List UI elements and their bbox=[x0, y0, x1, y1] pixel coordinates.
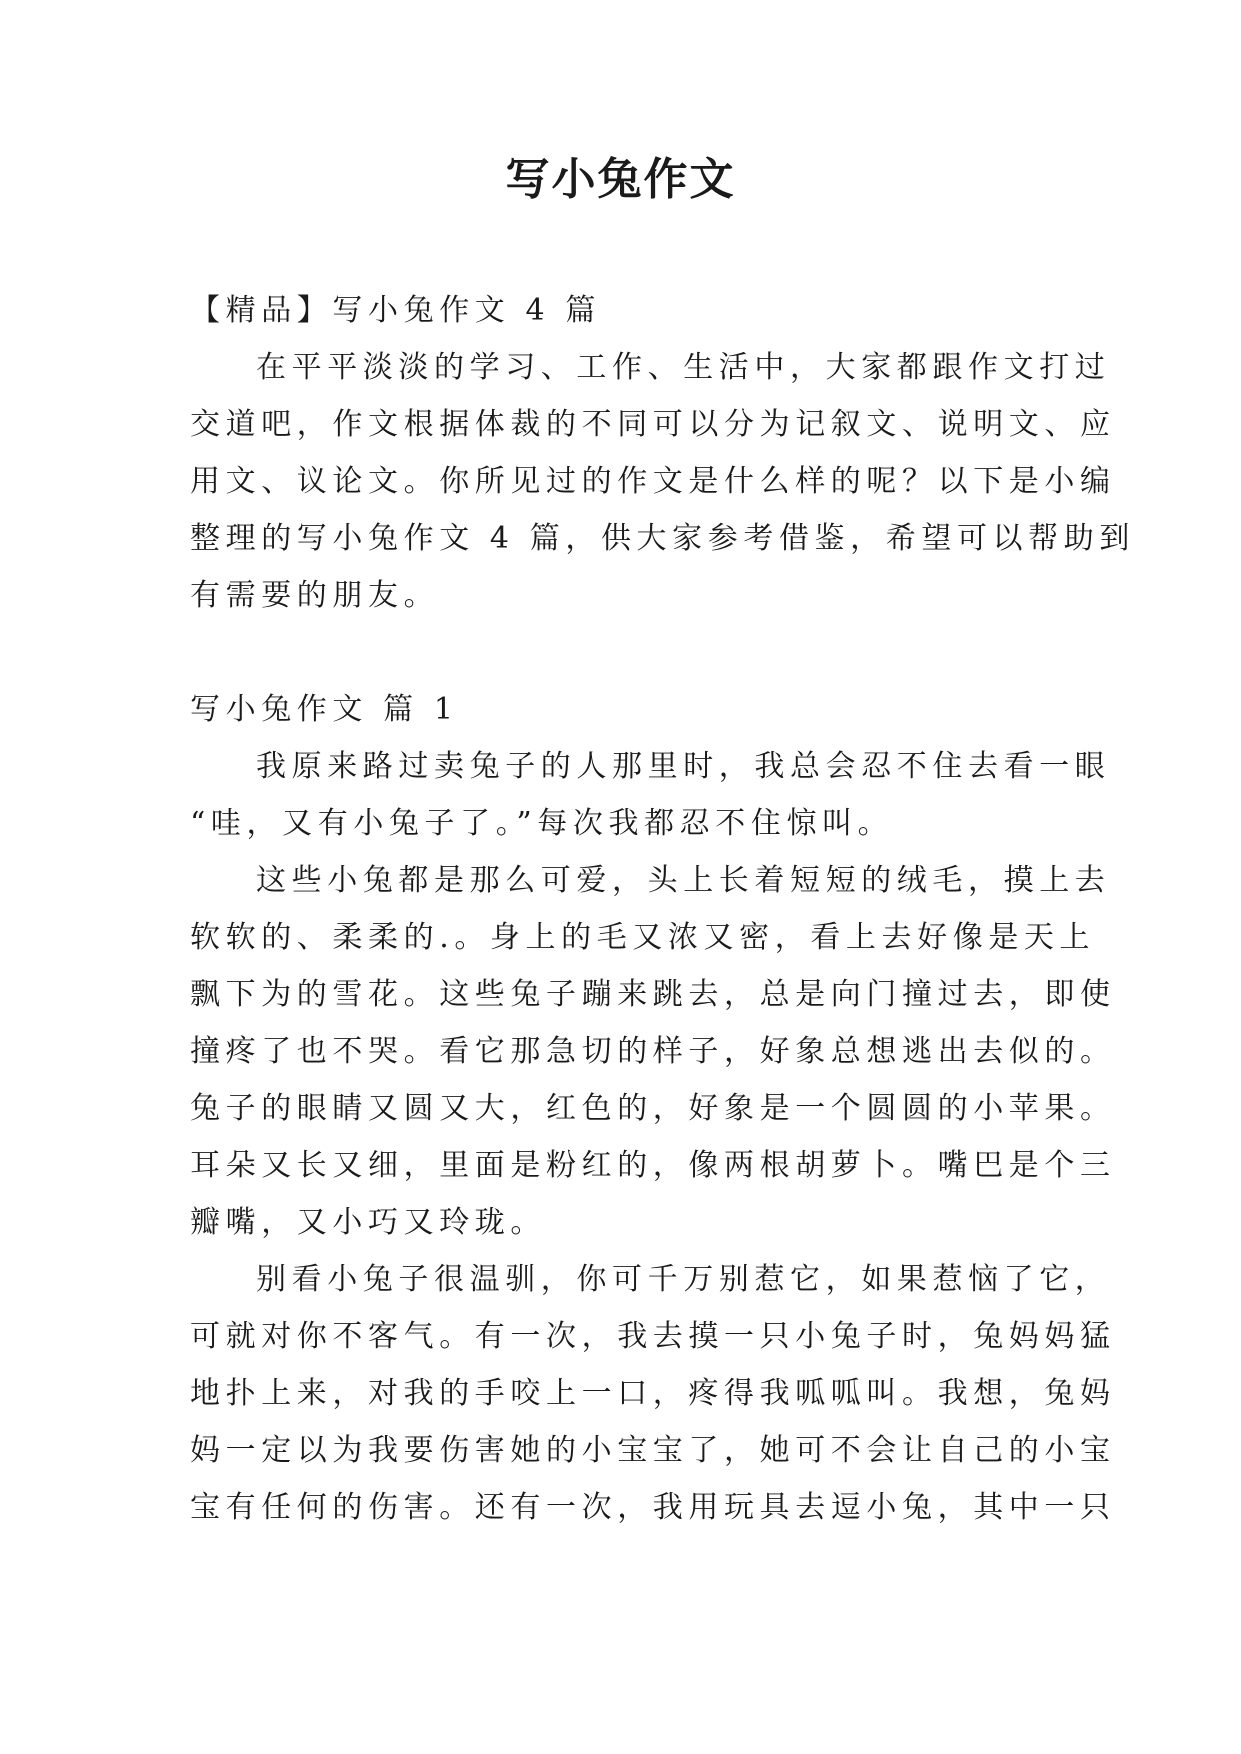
paragraph-line: 耳朵又长又细，里面是粉红的，像两根胡萝卜。嘴巴是个三 bbox=[190, 1148, 1116, 1183]
paragraph-line: 在平平淡淡的学习、工作、生活中，大家都跟作文打过 bbox=[256, 350, 1111, 385]
section-heading: 写小兔作文 篇 1 bbox=[190, 692, 459, 727]
article-heading: 【精品】写小兔作文 4 篇 bbox=[190, 293, 601, 328]
paragraph-line: 软软的、柔柔的.。身上的毛又浓又密，看上去好像是天上 bbox=[190, 920, 1096, 955]
paragraph-line: 用文、议论文。你所见过的作文是什么样的呢？以下是小编 bbox=[190, 464, 1116, 499]
paragraph-line: 兔子的眼睛又圆又大，红色的，好象是一个圆圆的小苹果。 bbox=[190, 1091, 1116, 1126]
paragraph-line: 可就对你不客气。有一次，我去摸一只小兔子时，兔妈妈猛 bbox=[190, 1319, 1116, 1354]
paragraph-line: 妈一定以为我要伤害她的小宝宝了，她可不会让自己的小宝 bbox=[190, 1433, 1116, 1468]
paragraph-line: 宝有任何的伤害。还有一次，我用玩具去逗小兔，其中一只 bbox=[190, 1490, 1116, 1525]
paragraph-line: 整理的写小兔作文 4 篇，供大家参考借鉴，希望可以帮助到 bbox=[190, 521, 1135, 556]
document-body bbox=[190, 282, 1135, 1536]
paragraph-line: 地扑上来，对我的手咬上一口，疼得我呱呱叫。我想，兔妈 bbox=[190, 1376, 1116, 1411]
paragraph-line: 瓣嘴，又小巧又玲珑。 bbox=[190, 1205, 546, 1240]
paragraph-line: 交道吧，作文根据体裁的不同可以分为记叙文、说明文、应 bbox=[190, 407, 1116, 442]
paragraph-line: 这些小兔都是那么可爱，头上长着短短的绒毛，摸上去 bbox=[256, 863, 1111, 898]
paragraph-line: 飘下为的雪花。这些兔子蹦来跳去，总是向门撞过去，即使 bbox=[190, 977, 1116, 1012]
document-title: 写小兔作文 bbox=[505, 154, 736, 205]
paragraph-line: 撞疼了也不哭。看它那急切的样子，好象总想逃出去似的。 bbox=[190, 1034, 1116, 1069]
paragraph-line: 我原来路过卖兔子的人那里时，我总会忍不住去看一眼 bbox=[256, 749, 1111, 784]
paragraph-line: “哇，又有小兔子了。”每次我都忍不住惊叫。 bbox=[190, 806, 894, 841]
section-spacer bbox=[190, 624, 1050, 681]
paragraph-line: 别看小兔子很温驯，你可千万别惹它，如果惹恼了它， bbox=[256, 1262, 1111, 1297]
paragraph-line: 有需要的朋友。 bbox=[190, 578, 440, 613]
